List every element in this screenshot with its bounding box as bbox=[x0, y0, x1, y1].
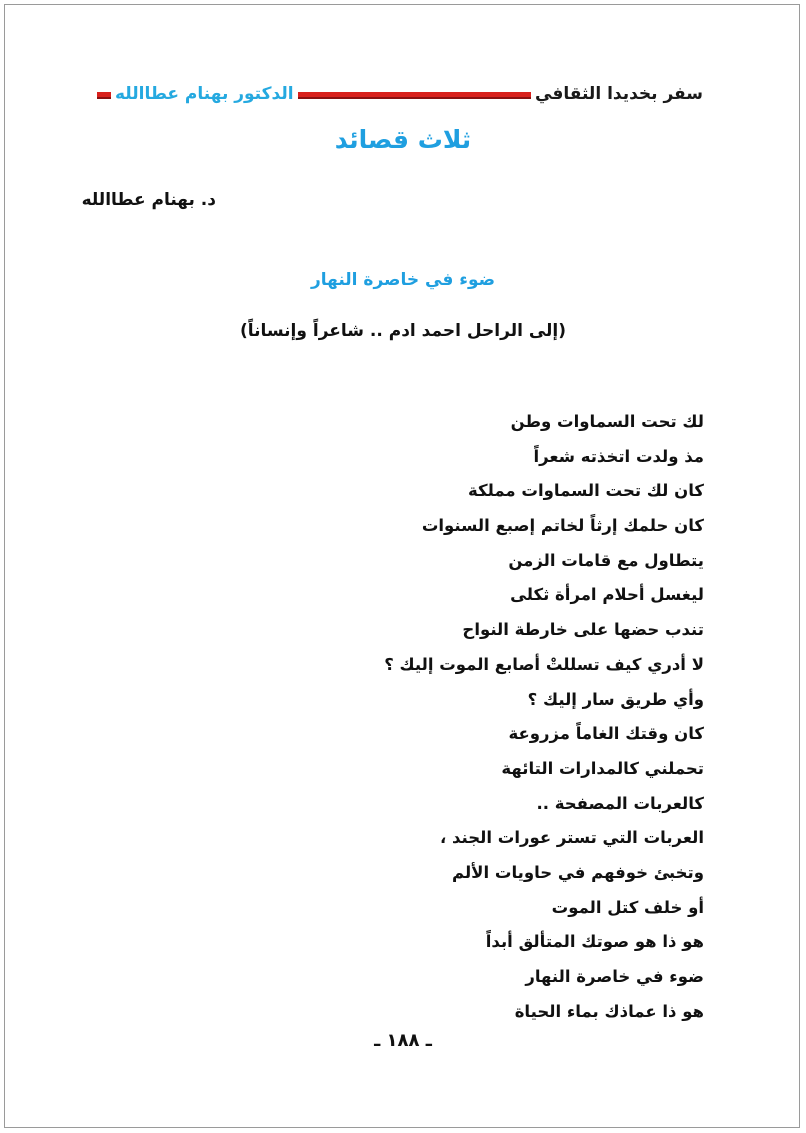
verse-line: ليغسل أحلام امرأة ثكلى bbox=[510, 585, 704, 605]
verse-line: أو خلف كتل الموت bbox=[551, 897, 704, 917]
verse-line: هو ذا عماذك بماء الحياة bbox=[514, 1001, 704, 1021]
verse-line: كان لك تحت السماوات مملكة bbox=[468, 481, 704, 501]
running-header bbox=[97, 83, 707, 105]
poem-title: ضوء في خاصرة النهار bbox=[310, 270, 496, 290]
poem-dedication: (إلى الراحل احمد ادم .. شاعراً وإنساناً) bbox=[239, 321, 567, 341]
verse-line: مذ ولدت اتخذته شعراً bbox=[533, 446, 704, 466]
verse-line: تندب حضها على خارطة النواح bbox=[462, 620, 704, 640]
verse-line: هو ذا هو صوتك المتألق أبداً bbox=[485, 932, 704, 952]
header-author-name: الدكتور بهنام عطاالله bbox=[111, 83, 298, 105]
verse-line: العربات التي تستر عورات الجند ، bbox=[439, 828, 704, 848]
author-byline: د. بهنام عطاالله bbox=[81, 190, 216, 210]
page-number: ـ ١٨٨ ـ bbox=[374, 1030, 432, 1051]
verse-line: ضوء في خاصرة النهار bbox=[525, 967, 704, 986]
page-title: ثلاث قصائد bbox=[334, 125, 472, 154]
verse-line: كان وقتك الغاماً مزروعة bbox=[508, 724, 704, 744]
verse-line: كان حلمك إرثاً لخاتم إصبع السنوات bbox=[421, 516, 704, 536]
verse-line: تحملني كالمدارات التائهة bbox=[501, 758, 704, 778]
verse-line: كالعربات المصفحة .. bbox=[536, 793, 704, 813]
poem-verses bbox=[384, 405, 704, 1029]
verse-line: وتخبئ خوفهم في حاويات الألم bbox=[452, 862, 704, 882]
verse-line: لك تحت السماوات وطن bbox=[510, 412, 704, 431]
verse-line: وأي طريق سار إليك ؟ bbox=[527, 689, 704, 709]
verse-line: يتطاول مع قامات الزمن bbox=[508, 550, 704, 570]
verse-line: لا أدري كيف تسللتْ أصابع الموت إليك ؟ bbox=[384, 654, 704, 674]
header-book-title: سفر بخديدا الثقافي bbox=[531, 83, 707, 105]
